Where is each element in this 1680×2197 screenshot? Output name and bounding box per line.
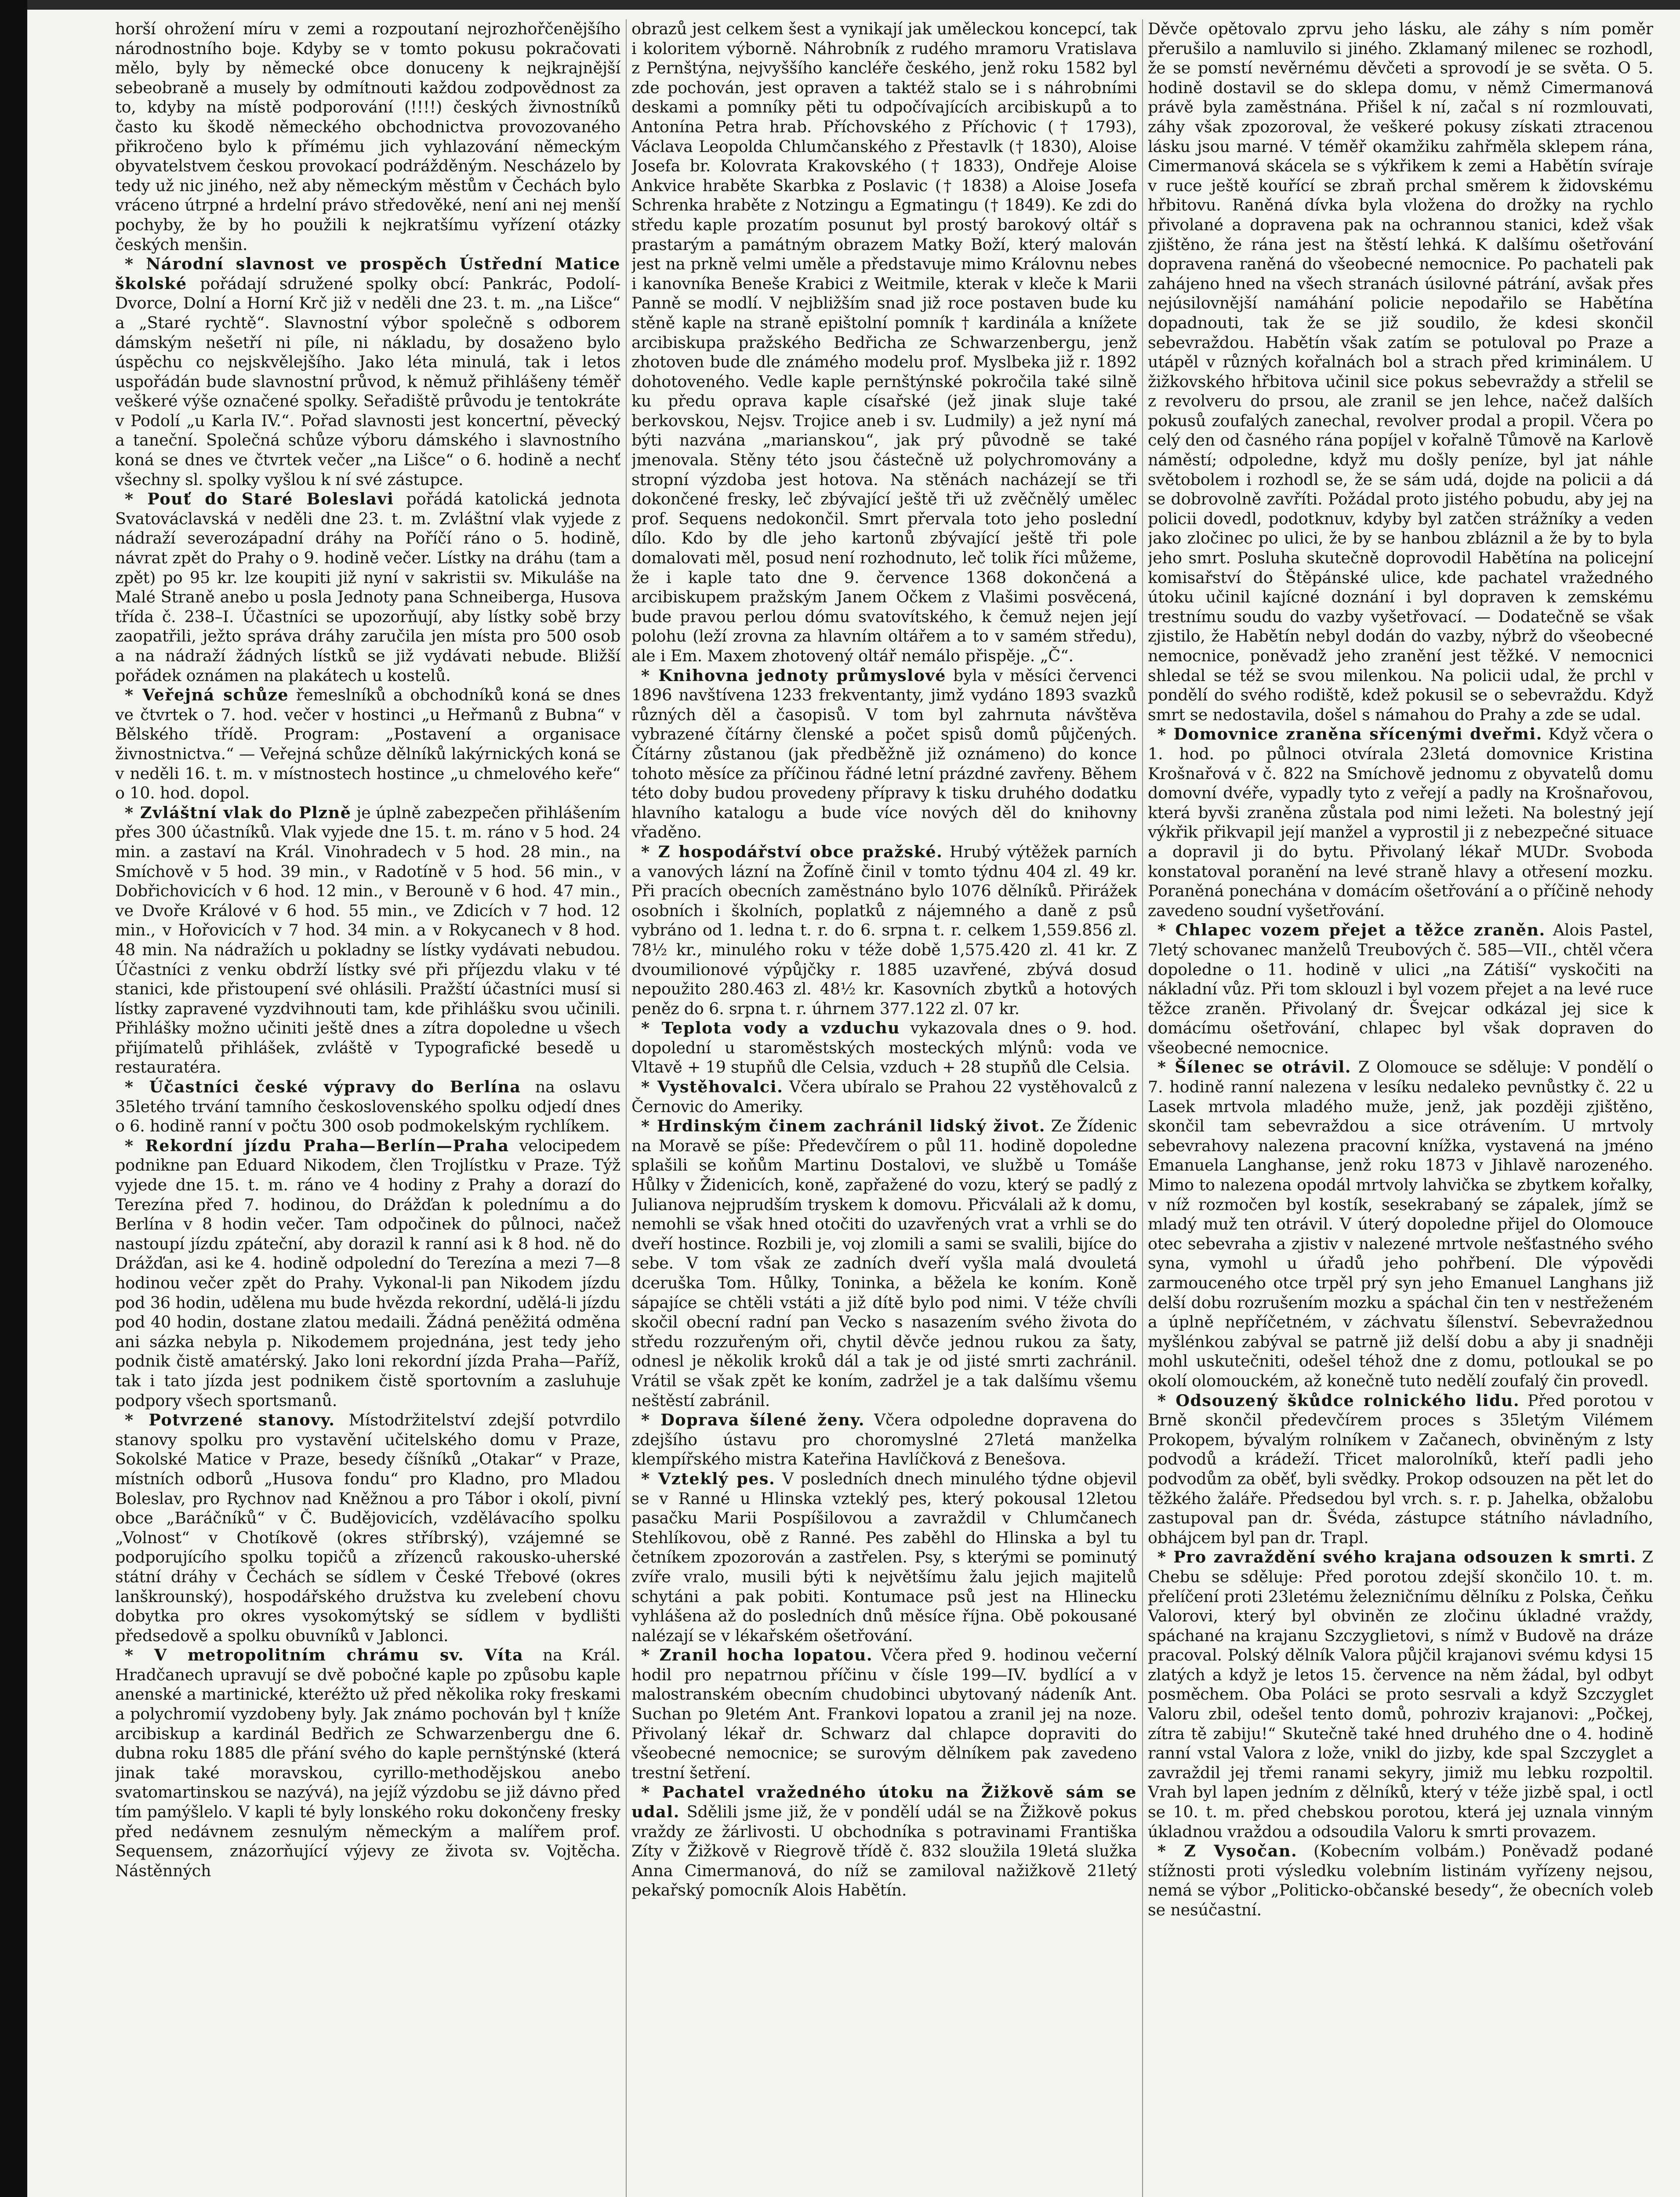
article-paragraph [115,685,620,803]
article-body: obrazů jest celkem šest a vynikají jak uměleckou koncepcí, tak i koloritem výborně. Náhrobník z rudého mramoru Vratislava z Pernštýna, nejvyššího kancléře českého, jenž roku 1582 byl zde pochován, jest opraven a taktéž stalo se i s náhrobními deskami a pomníky pěti tu odpočívajících arcibiskupů a to Antonína Petra hrab. Příchovského z Příchovic († 1793), Václava Leopolda Chlumčanského z Přestavlk († 1830), Aloise Josefa br. Kolovrata Krakovského († 1833), Ondřeje Aloise Ankvice hraběte Skarbka z Poslavic († 1838) a Aloise Josefa Schrenka hraběte z Notzingu a Egmatingu († 1849). Ke zdi do středu kaple prozatím posunut byl prostý barokový oltář s prastarým a památným obrazem Matky Boží, který malován jest na prkně velmi uměle a představuje mimo Královnu nebes i kanovníka Beneše Krabici z Weitmile, kterak v kleče k Marii Panně se modlí. V nejbližším snad již roce postaven bude ku stěně kaple na straně epištolní pomník † kardinála a knížete arcibiskupa pražského Bedřicha ze Schwarzenbergu, jenž zhotoven bude dle známého modelu prof. Myslbeka již r. 1892 dohotoveného. Vedle kaple pernštýnské pokročila také silně ku předu oprava kaple císařské (jež jinak sluje také berkovskou, Nejsv. Trojice aneb i sv. Ludmily) a jež nyní má býti nazvána „marianskou“, jak prý původně se také jmenovala. Stěny této jsou částečně už polychromovány a stropní výzdoba jest hotova. Na stěnách nacházejí se tři dokončené fresky, leč zbývající ještě tři už zvěčnělý umělec prof. Sequens nedokončil. Smrt přervala toto jeho poslední dílo. Kdo by dle jeho kartonů zbývající ještě tři pole domalovati měl, posud není rozhodnuto, leč tolik říci můžeme, že i kaple tato dne 9. července 1368 dokončená a arcibiskupem pražským Janem Očkem z Vlašimi posvěcená, bude pravou perlou dómu svatovítského, k čemuž nejen její polohu (leží zrovna za hlavním oltářem a to v samém středu), ale i Em. Maxem zhotovený oltář nemálo přispěje. „Č“. [631,19,1137,665]
article-paragraph [631,666,1137,842]
article-headline: * Šílenec se otrávil. [1157,1058,1352,1077]
article-headline: * Rekordní jízdu Praha—Berlín—Praha [124,1136,509,1155]
article-body: Včera ubíralo se Prahou 22 vystěhovalců z Černovic do Ameriky. [631,1077,1137,1116]
article-headline: * Z Vysočan. [1157,1842,1298,1861]
article-headline: * V metropolitním chrámu sv. Víta [124,1646,524,1665]
article-body: Když včera o 1. hod. po půlnoci otvírala 23letá domovnice Kristina Krošnařová v č. 822 na Smíchově jednomu z obyvatelů domu domovní dvéře, vypadly tyto z veřejí a padly na Krošnařovou, která byvši zraněna zůstala pod nimi ležeti. Na bolestný její výkřik přikvapil její manžel a vyprostil ji z nebezpečné situace a dopravil ji do bytu. Přivolaný lékař MUDr. Svoboda konstatoval poranění na levé straně hlavy a otřesení mozku. Poraněná ponechána v domácím ošetřování a o příčině nehody zavedeno soudní vyšetřování. [1148,725,1653,920]
article-body: pořádá katolická jednota Svatováclavská v neděli dne 23. t. m. Zvláštní vlak vyjede z nádraží severozápadní dráhy na Poříčí ráno o 5. hodině, návrat zpět do Prahy o 9. hodině večer. Lístky na dráhu (tam a zpět) po 95 kr. lze koupiti již nyní v sakristii sv. Mikuláše na Malé Straně anebo u posla Jednoty pana Schneiberga, Husova třída č. 238–I. Účastníci se upozorňují, aby lístky sobě brzy zaopatřili, ježto správa dráhy zaručila jen místa pro 500 osob a na nádraží žádných lístků se již vydávati nebude. Bližší pořádek oznámen na plakátech u kostelů. [115,489,620,685]
article-headline: * Vzteklý pes. [641,1469,776,1488]
article-body: Hrubý výtěžek parních a vanových lázní na Žofíně činil v tomto týdnu 404 zl. 49 kr. Při pracích obecních zaměstnáno bylo 1076 dělníků. Přirážek osobních i školních, poplatků z nájemného a daně z psů vybráno od 1. ledna t. r. do 6. srpna t. r. celkem 1,559.856 zl. 78½ kr., minulého roku v téže době 1,575.420 zl. 41 kr. Z dvoumilionové výpůjčky r. 1885 uzavřené, zbývá dosud nepoužito 280.463 zl. 48½ kr. Kasovních zbytků a hotových peněz do 6. srpna t. r. úhrnem 377.122 zl. 07 kr. [631,842,1137,1018]
article-paragraph [1148,19,1653,725]
article-paragraph [631,842,1137,1019]
article-headline: * Národní slavnost ve prospěch Ústřední Matice školské [115,254,620,293]
article-body: vykazovala dnes o 9. hod. dopolední u staroměstských mosteckých mlýnů: voda ve Vltavě + 19 stupňů dle Celsia, vzduch + 28 stupňů dle Celsia. [631,1019,1137,1077]
article-body: na Král. Hradčanech upravují se dvě pobočné kaple po způsobu kaple anenské a martinické, kteréžto už před několika roky freskami a polychromií vyzdobeny byly. Jak známo pochován byl † kníže arcibiskup a kardinál Bedřich ze Schwarzenbergu dne 6. dubna roku 1885 dle přání svého do kaple pernštýnské (která jinak také moravskou, cyrillo-methodějskou anebo svatomartinskou se nazývá), na jejíž výzdobu se již dávno před tím pamýšlelo. V kapli té byly lonského roku dokončeny fresky před nedávnem zesnulým německým a malířem prof. Sequensem, znázorňující výjevy ze života sv. Vojtěcha. Nástěnných [115,1646,620,1880]
article-paragraph [1148,1548,1653,1842]
column-rule [626,19,627,2197]
article-body: Z Chebu se sděluje: Před porotou zdejší skončilo 10. t. m. přelíčení proti 23letému železničnímu dělníku z Polska, Čeňku Valorovi, který byl obviněn ze zločinu úkladné vraždy, spáchané na krajanu Szczyglietovi, s nímž v Budově na dráze pracoval. Polský dělník Valora půjčil krajanovi svému kdysi 15 zlatých a když je letos 15. července na něm žádal, byl odbyt posměchem. Oba Poláci se proto sesrvali a když Szczyglet Valoru zbil, odešel tento domů, pohroziv krajanovi: „Počkej, zítra tě zabiju!“ Skutečně také hned druhého dne o 4. hodině ranní vstal Valora z lože, vnikl do jizby, kde spal Szczyglet a zavraždil jej třemi ranami sekyry, jimiž mu lebku rozpoltil. Vrah byl lapen jedním z dělníků, který v téže jizbě spal, i octl se 10. t. m. před chebskou porotou, která jej uznala vinným úkladnou vraždou a odsoudila Valoru k smrti provazem. [1148,1548,1653,1841]
article-body: V posledních dnech minulého týdne objevil se v Ranné u Hlinska vzteklý pes, který pokousal 12letou pasačku Marii Pospíšilovou a zavraždil v Chlumčanech Stehlíkovou, obě z Ranné. Pes zaběhl do Hlinska a byl tu četníkem zpozorován a zastřelen. Psy, s kterými se pominutý zvíře vralo, musili býti k největšímu žalu jejich majitelů schytáni a pak pobiti. Kontumace psů jest na Hlinecku vyhlášena až do posledních dnů měsíce října. Obě pokousané nalézají se v lékařském ošetřování. [631,1469,1137,1645]
article-body: na oslavu 35letého trvání tamního československého spolku odjedí dnes o 6. hodině ranní v počtu 300 osob podmokelským rychlíkem. [115,1077,620,1136]
article-paragraph [631,1410,1137,1469]
article-headline: * Z hospodářství obce pražské. [641,842,943,861]
article-paragraph [115,1410,620,1646]
article-paragraph [1148,1391,1653,1548]
article-body: Z Olomouce se sděluje: V pondělí o 7. hodině ranní nalezena v lesíku nedaleko pevnůstky č. 22 u Lasek mrtvola mladého muže, jenž, jak později zjištěno, skončil tam sebevraždou a sice otrávením. U mrtvoly sebevrahovy nalezena pracovní knížka, vystavená na jméno Emanuela Langhanse, jenž roku 1873 v Jihlavě narozeného. Mimo to nalezena opodál mrtvoly lahvička se zbytkem kořalky, v níž rozmočen byl kostík, sesekrabaný se zápalek, jímž se mladý muž ten otrávil. V úterý dopoledne přijel do Olomouce otec sebevraha a zjistiv v nalezené mrtvole nešťastného svého syna, vymohl u úřadů jeho pohřbení. Dle výpovědi zarmouceného otce trpěl prý syn jeho Emanuel Langhans již delší dobu rozrušením mozku a spáchal čin ten v nestřeženém a úplně nepříčetném, v záchvatu šílenství. Sebevražednou myšlénkou zabýval se patrně již delší dobu a aby ji snadněji mohl uskutečniti, odešel téhož dne z domu, potloukal se po okolí olomouckém, až konečně tuto nedělí zoufalý čin provedl. [1148,1058,1653,1390]
article-paragraph [631,1469,1137,1646]
article-headline: * Účastníci české výpravy do Berlína [124,1077,521,1097]
article-paragraph [115,1136,620,1410]
article-paragraph [631,1783,1137,1900]
article-paragraph [631,1077,1137,1117]
article-body: Včera odpoledne dopravena do zdejšího ústavu pro choromyslné 27letá manželka klempířského mistra Kateřina Havlíčková z Benešova. [631,1410,1137,1469]
column-2 [631,19,1137,2197]
article-headline: * Chlapec vozem přejet a těžce zraněn. [1157,921,1546,940]
text-columns [115,19,1653,2197]
article-headline: * Veřejná schůze [124,685,289,705]
article-headline: * Odsouzený škůdce rolnického lidu. [1157,1391,1520,1410]
column-3 [1148,19,1653,2197]
article-body: (Kobecním volbám.) Poněvadž podané stížnosti proti výsledku volebním listinám vyřízeny nejsou, nemá se výbor „Politicko-občanské besedy“, že obecních voleb se nesúčastní. [1148,1842,1653,1919]
article-paragraph [631,19,1137,666]
article-body: horší ohrožení míru v zemi a rozpoutaní nejrozhořčenějšího národnostního boje. Kdyby se v tomto pokusu pokračovati mělo, byly by německé obce donuceny k nejkrajnější sebeobraně a musely by odmítnouti každou zodpovědnost za to, kdyby na místě podporování (!!!!) českých živnostníků často ku škodě německého obchodnictva provozovaného přikročeno bylo k přímému jich vyhlazování německým obyvatelstvem českou provokací podrážděným. Nescházelo by tedy už nic jiného, než aby německým městům v Čechách bylo vráceno útrpné a hrdelní právo středověké, není ani nej menší pochyby, že by ho použili k nejkratšímu vyřízení otázky českých menšin. [115,19,620,254]
article-body: Sdělili jsme již, že v pondělí udál se na Žižkově pokus vraždy ze žárlivosti. U obchodníka s potravinami Františka Zíty v Žižkově v Riegrově třídě č. 832 sloužila 19letá služka Anna Cimermanová, do níž se zamiloval nažižkově 21letý pekařský pomocník Alois Habětín. [631,1802,1137,1900]
article-headline: * Domovnice zraněna sřícenými dveřmi. [1157,725,1542,744]
article-body: Ze Žídenic na Moravě se píše: Předevčírem o půl 11. hodině dopoledne splašili se koňům Martinu Dostalovi, ve službě u Tomáše Hůlky v Židenicích, koně, zapřažené do vozu, který se padlý z Julianova nejprudším tryskem k domovu. Přicválali až k domu, nemohli se však hned otočiti do uzavřených vrat a vrhli se do dveří hostince. Rozbili je, voj zlomili a sami se svalili, bijíce do sebe. V tom však ze zadních dveří vyšla malá dvouletá dceruška Tom. Hůlky, Toninka, a běžela ke koním. Koně sápajíce se chtěli vstáti a již dítě bylo pod nimi. V téže chvíli skočil obecní radní pan Vecko s nasazením svého života do středu rozzuřeným oři, chytil děvče jednou rukou za šaty, odnesl je několik kroků dál a tak je od jisté smrti zachránil. Vrátil se však zpět ke koním, zadržel je a tak dalšímu všemu neštěstí zabránil. [631,1117,1137,1410]
article-headline: * Knihovna jednoty průmyslové [641,666,946,685]
article-body: Děvče opětovalo zprvu jeho lásku, ale záhy s ním poměr přerušilo a namluvilo si jiného. Zklamaný milenec se rozhodl, že se pomstí nevěrnému děvčeti a sprovodí je se světa. O 5. hodině dostavil se do sklepa domu, v němž Cimermanová právě byla zaměstnána. Přišel k ní, začal s ní rozmlouvati, záhy však zpozoroval, že veškeré pokusy získati ztracenou lásku jsou marné. V téměř okamžiku zahřměla sklepem rána, Cimermanová skácela se s výkřikem k zemi a Habětín svíraje v ruce ještě kouřící se zbraň prchal směrem k židovskému hřbitovu. Raněná dívka byla vložena do drožky na rychlo přivolané a dopravena pak na ochrannou stanici, kdež však zjištěno, že rána jest na štěstí lehká. K dalšímu ošetřování dopravena raněná do všeobecné nemocnice. Po pachateli pak zahájeno hned na všech stranách úsilovné pátrání, avšak přes nejúsilovnější namáhání policie nepodařilo se Habětína dopadnouti, tak že se již soudilo, že kdesi skončil sebevraždou. Habětín však zatím se potuloval po Praze a utápěl v různých kořalnách bol a strach před kriminálem. U žižkovského hřbitova učinil sice pokus sebevraždy a střelil se z revolveru do prsou, ale zranil se jen lehce, načež dalších pokusů zoufalých zanechal, revolver prodal a propil. Včera po celý den od časného rána popíjel v kořalně Tůmově na Karlově náměstí; odpoledne, když mu došly peníze, byl jat náhle světobolem i rozhodl se, že se sám udá, dojde na policii a dá se dobrovolně zavříti. Požádal proto jistého pobudu, aby jej na policii dovedl, podotknuv, kdyby byl zatčen strážníky a veden jako zločinec po ulici, že by se hanbou zbláznil a že by to byla jeho smrt. Posluha skutečně doprovodil Habětína na policejní komisařství do Štěpánské ulice, kde pachatel vražedného útoku učinil kajícné doznání i byl dopraven k zemskému trestnímu soudu do vazby vyšetřovací. — Dodatečně se však zjistilo, že Habětín nebyl dodán do vazby, nýbrž do všeobecné nemocnice, poněvadž jeho zranění jest těžké. V nemocnici shledal se též se svou milenkou. Na policii udal, že prchl v pondělí do svého rodiště, kdež pokusil se o sebevraždu. Když smrt se nedostavila, došel s námahou do Prahy a zde se udal. [1148,19,1653,724]
article-paragraph [115,803,620,1077]
article-body: Alois Pastel, 7letý schovanec manželů Treubových č. 585—VII., chtěl včera dopoledne o 11. hodině v ulici „na Zátiší“ vyskočiti na nákladní vůz. Při tom sklouzl i byl vozem přejet a na levé ruce těžce zraněn. Přivolaný dr. Švejcar odkázal jej sice k domácímu ošetřování, chlapec byl však dopraven do všeobecné nemocnice. [1148,921,1653,1057]
article-body: byla v měsíci červenci 1896 navštívena 1233 frekventanty, jimž vydáno 1893 svazků různých děl a časopisů. V tom byl zahrnuta návštěva vybrazené čítárny členské a počet spisů domů půjčených. Čítárny zůstanou (jak předběžně již oznámeno) do konce tohoto měsíce za příčinou řádné letní prázdné zavřeny. Během této doby budou provedeny přípravy k tisku druhého dodatku hlavního katalogu a bude více nových děl do knihovny vřaděno. [631,666,1137,842]
article-body: řemeslníků a obchodníků koná se dnes ve čtvrtek o 7. hod. večer v hostinci „u Heřmanů z Bubna“ v Bělského třídě. Program: „Postavení a organisace živnostnictva.“ — Veřejná schůze dělníků lakýrnických koná se v neděli 16. t. m. v místnostech hostince „u chmelového keře“ o 10. hod. dopol. [115,685,620,803]
column-1 [115,19,620,2197]
article-paragraph [115,1077,620,1136]
article-headline: * Zranil hocha lopatou. [641,1646,873,1665]
article-headline: * Doprava šílené ženy. [641,1410,865,1430]
article-paragraph [1148,921,1653,1058]
article-body: Místodržitelství zdejší potvrdilo stanovy spolku pro vystavění učitelského domu v Praze, Sokolské Matice v Praze, besedy číšníků „Otakar“ v Praze, místních odborů „Husova fondu“ pro Kladno, pro Mladou Boleslav, pro Rychnov nad Kněžnou a pro Tábor i okolí, pivní obce „Baráčníků“ v Č. Budějovicích, vzdělávacího spolku „Volnost“ v Chotíkově (okres stříbrský), vzájemné se podporujícího spolku topičů a zřízenců rakousko-uherské státní dráhy v Čechách se sídlem v České Třebové (okres lanškrounský), hospodářského družstva ku zvelebení chovu dobytka pro okres vysokomýtský se sídlem v bydlišti předsedově a spolku obuvníků v Jablonci. [115,1410,620,1645]
article-headline: * Pachatel vražedného útoku na Žižkově sám se udal. [631,1783,1137,1822]
article-paragraph [631,1117,1137,1410]
article-paragraph [1148,1842,1653,1920]
column-rule [1142,19,1143,2197]
article-headline: * Hrdinským činem zachránil lidský život. [641,1117,1046,1136]
article-headline: * Teplota vody a vzduchu [641,1019,900,1038]
article-paragraph [631,1019,1137,1077]
article-paragraph [115,19,620,254]
scan-top-edge [0,0,1680,10]
article-body: pořádají sdružené spolky obcí: Pankrác, Podolí-Dvorce, Dolní a Horní Krč již v neděli dne 23. t. m. „na Lišce“ a „Staré rychtě“. Slavnostní výbor společně s odborem dámským nešetří ni píle, ni nákladu, by dosaženo bylo úspěchu co nejskvělejšího. Jako léta minulá, tak i letos uspořádán bude slavnostní průvod, k němuž přihlášeny téměř veškeré výše označené spolky. Seřadiště průvodu je tentokráte v Podolí „u Karla IV.“. Pořad slavnosti jest koncertní, pěvecký a taneční. Společná schůze výboru dámského i slavnostního koná se dnes ve čtvrtek večer „na Lišce“ o 6. hodině a nechť všechny sl. spolky vyšlou k ní své zástupce. [115,274,620,489]
article-paragraph [115,489,620,685]
article-paragraph [1148,725,1653,921]
article-paragraph [115,1646,620,1881]
scan-binding-edge [0,0,27,2197]
article-headline: * Vystěhovalci. [641,1077,784,1097]
article-body: velocipedem podnikne pan Eduard Nikodem, člen Trojlístku v Praze. Týž vyjede dne 15. t. m. ráno ve 4 hodiny z Prahy a dorazí do Terezína před 7. hodinou, do Drážďan k polednímu a do Berlína v 8 hodin večer. Tam odpočinek do půlnoci, načež nastoupí jízdu zpáteční, aby dorazil k ranní asi k 8 hod. ně do Drážďan, asi ke 4. hodině odpolední do Terezína a mezi 7—8 hodinou večer zpět do Prahy. Vykonal-li pan Nikodem jízdu pod 36 hodin, udělena mu bude hvězda rekordní, udělá-li jízdu pod 40 hodin, dostane zlatou medaili. Žádná peněžitá odměna ani sázka nebyla p. Nikodemem projednána, jest tedy jeho podnik čistě amatérský. Jako loni rekordní jízda Praha—Paříž, tak i tato jízda jest podnikem čistě sportovním a zasluhuje podpory všech sportsmanů. [115,1136,620,1410]
article-body: je úplně zabezpečen přihlášením přes 300 účastníků. Vlak vyjede dne 15. t. m. ráno v 5 hod. 24 min. a zastaví na Král. Vinohradech v 5 hod. 28 min., na Smíchově v 5 hod. 39 min., v Radotíně v 5 hod. 56 min., v Dobřichovicích v 6 hod. 12 min., v Berouně v 6 hod. 47 min., ve Dvoře Králové v 6 hod. 55 min., ve Zdicích v 7 hod. 12 min., v Hořovicích v 7 hod. 34 min. a v Rokycanech v 8 hod. 48 min. Na nádražích u pokladny se lístky vydávati nebudou. Účastníci z venku obdrží lístky své při příjezdu vlaku v té stanici, kde přistoupení své ohlásili. Pražští účastníci musí si lístky zapravené vyzdvihnouti tam, kde přihlášku svou učinili. Přihlášky možno učiniti ještě dnes a zítra dopoledne u všech přijímatelů přihlášek, zvláště v Typografické besedě u restauratéra. [115,803,620,1077]
article-headline: * Pouť do Staré Boleslavi [124,489,394,509]
article-body: Před porotou v Brně skončil předevčírem proces s 35letým Vilémem Prokopem, bývalým rolníkem v Začanech, obviněným z lsty podvodů a krádeží. Třicet malorolníků, kteří padli jeho podvodům za oběť, byli svědky. Prokop odsouzen na pět let do těžkého žaláře. Předsedou byl vrch. s. r. p. Jahelka, obžalobu zastupoval pan dr. Švéda, zástupce státního návladního, obhájcem byl pan dr. Trapl. [1148,1391,1653,1547]
article-headline: * Pro zavraždění svého krajana odsouzen k smrti. [1157,1548,1636,1567]
article-paragraph [1148,1058,1653,1391]
article-body: Včera před 9. hodinou večerní hodil pro nepatrnou příčinu v čísle 199—IV. bydlící a v malostranském obecním chudobinci ubytovaný nádeník Ant. Suchan po 9letém Ant. Frankovi lopatou a zranil jej na noze. Přivolaný lékař dr. Schwarz dal chlapce dopraviti do všeobecné nemocnice; se surovým dělníkem pak zavedeno trestní šetření. [631,1646,1137,1782]
article-headline: * Potvrzené stanovy. [124,1410,335,1430]
article-paragraph [115,254,620,489]
article-headline: * Zvláštní vlak do Plzně [124,803,352,822]
article-paragraph [631,1646,1137,1783]
